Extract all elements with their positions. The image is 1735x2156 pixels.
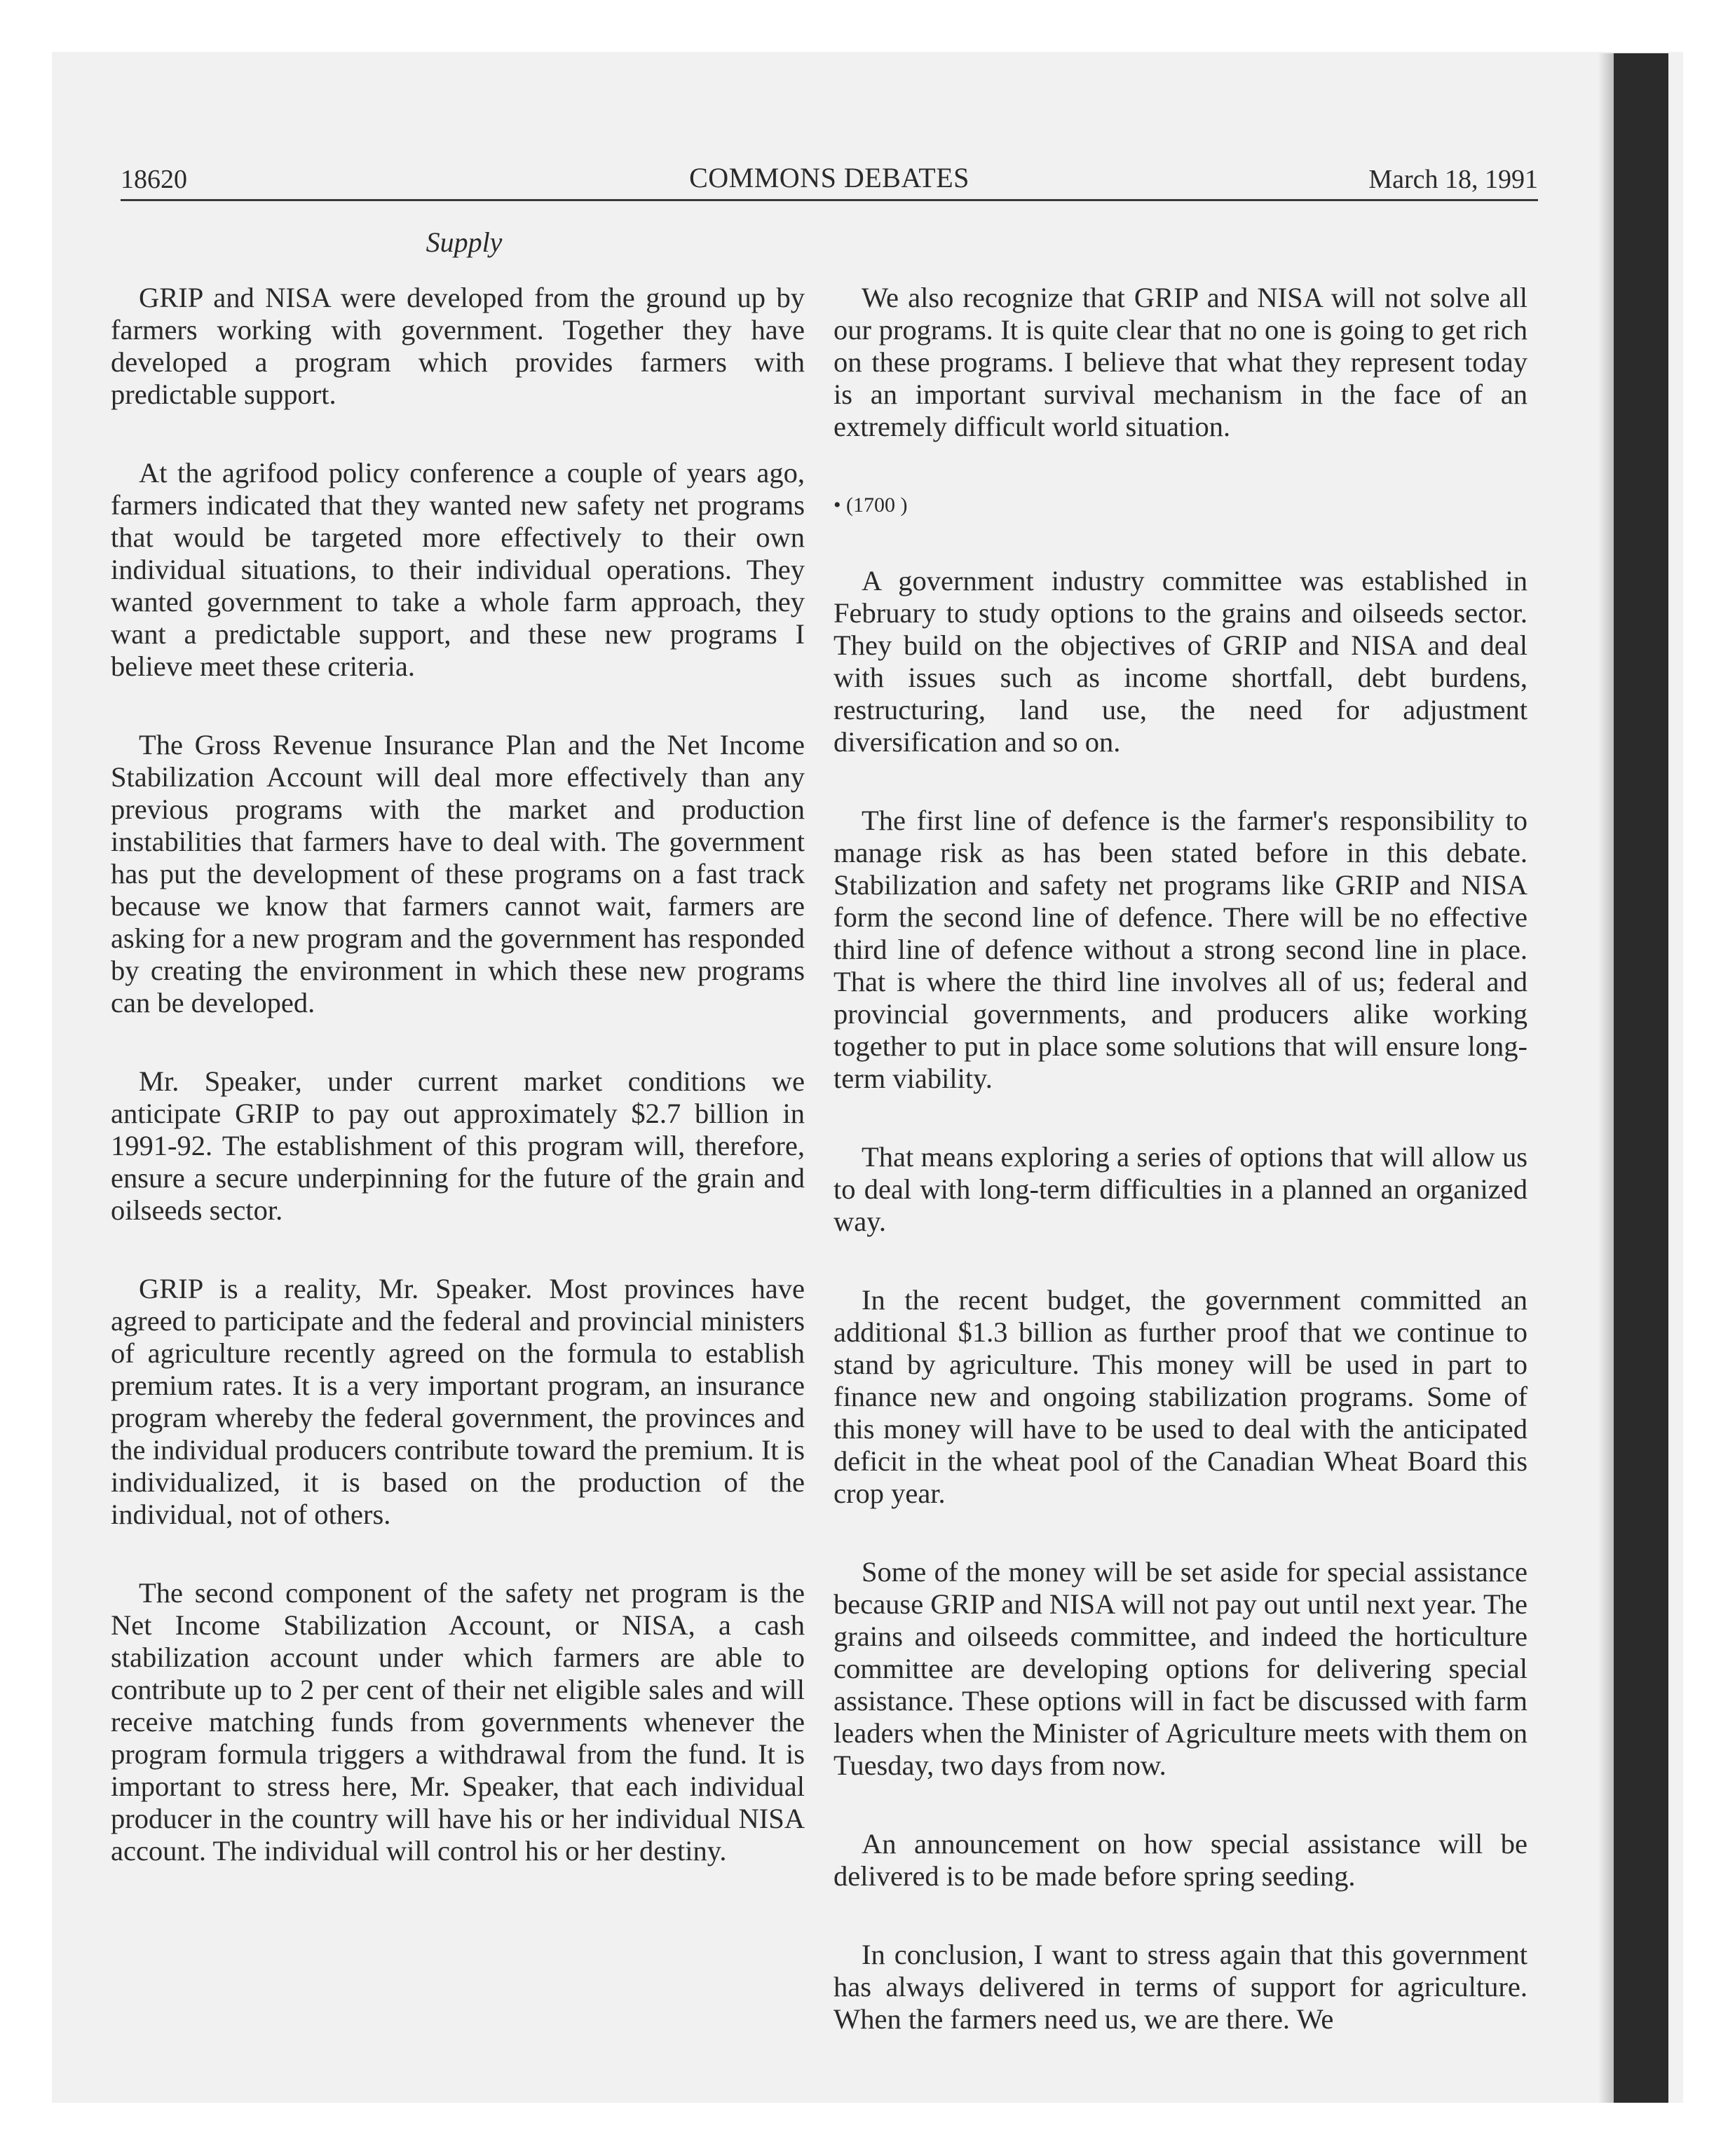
paragraph: The Gross Revenue Insurance Plan and the Net Income Stabilization Account will deal more effectively than any previous programs with the market and production instabilities that farmers have to deal with. The government has put the development of these programs on a fast track because we know that farmers cannot wait, farmers are asking for a new program and the government has responded by creating the environment in which these new programs can be developed.: [111, 729, 805, 1018]
book-spine: [1614, 53, 1668, 2103]
paragraph: Mr. Speaker, under current market conditions we anticipate GRIP to pay out approximately $2.7 billion in 1991-92. The establishment of this program will, therefore, ensure a secure underpinning for the future of the grain and oilseeds sector.: [111, 1065, 805, 1226]
paragraph: An announcement on how special assistance will be delivered is to be made before spring seeding.: [834, 1828, 1528, 1892]
time-marker: • (1700 ): [834, 493, 908, 517]
paragraph: Some of the money will be set aside for special assistance because GRIP and NISA will not pay out until next year. The grains and oilseeds committee, and indeed the horticulture committee are developing options for delivering special assistance. These options will in fact be discussed with farm leaders when the Minister of Agriculture meets with them on Tuesday, two days from now.: [834, 1556, 1528, 1781]
paragraph: GRIP is a reality, Mr. Speaker. Most provinces have agreed to participate and the federal and provincial ministers of agriculture recently agreed on the formula to establish premium rates. It is a very important program, an insurance program whereby the federal government, the provinces and the individual producers contribute toward the premium. It is individualized, it is based on the production of the individual, not of others.: [111, 1273, 805, 1530]
right-column: [834, 282, 1528, 2082]
paragraph: The first line of defence is the farmer's responsibility to manage risk as has been stated before in this debate. Stabilization and safety net programs like GRIP and NISA form the second line of defence. There will be no effective third line of defence without a strong second line in place. That is where the third line involves all of us; federal and provincial governments, and producers alike working together to put in place some solutions that will ensure long-term viability.: [834, 805, 1528, 1094]
paragraph: In the recent budget, the government committed an additional $1.3 billion as further proof that we continue to stand by agriculture. This money will be used in part to finance new and ongoing stabilization programs. Some of this money will have to be used to deal with the anticipated deficit in the wheat pool of the Canadian Wheat Board this crop year.: [834, 1284, 1528, 1509]
book-spine-shadow: [1598, 53, 1614, 2103]
page-number: 18620: [121, 165, 187, 194]
paragraph: GRIP and NISA were developed from the ground up by farmers working with government. Together they have developed a program which provides farmers with predictable support.: [111, 282, 805, 410]
section-title: Supply: [426, 226, 503, 258]
header-date: March 18, 1991: [1368, 165, 1538, 194]
paragraph: At the agrifood policy conference a couple of years ago, farmers indicated that they wanted new safety net programs that would be targeted more effectively to their own individual situations, to their individual operations. They wanted government to take a whole farm approach, they want a predictable support, and these new programs I believe meet these criteria.: [111, 457, 805, 682]
paragraph: That means exploring a series of options that will allow us to deal with long-term difficulties in a planned an organized way.: [834, 1141, 1528, 1237]
header-rule: [121, 199, 1538, 201]
paragraph: In conclusion, I want to stress again that this government has always delivered in terms of support for agriculture. When the farmers need us, we are there. We: [834, 1939, 1528, 2035]
paragraph: A government industry committee was established in February to study options to the grains and oilseeds sector. They build on the objectives of GRIP and NISA and deal with issues such as income shortfall, debt burdens, restructuring, land use, the need for adjustment diversification and so on.: [834, 565, 1528, 758]
paragraph: We also recognize that GRIP and NISA will not solve all our programs. It is quite clear that no one is going to get rich on these programs. I believe that what they represent today is an important survival mechanism in the face of an extremely difficult world situation.: [834, 282, 1528, 442]
left-column: [111, 282, 805, 1913]
journal-title: COMMONS DEBATES: [689, 162, 969, 193]
running-header: [121, 158, 1538, 196]
paragraph: The second component of the safety net program is the Net Income Stabilization Account, or NISA, a cash stabilization account under which farmers are able to contribute up to 2 per cent of their net eligible sales and will receive matching funds from governments whenever the program formula triggers a withdrawal from the fund. It is important to stress here, Mr. Speaker, that each individual producer in the country will have his or her individual NISA account. The individual will control his or her destiny.: [111, 1577, 805, 1867]
